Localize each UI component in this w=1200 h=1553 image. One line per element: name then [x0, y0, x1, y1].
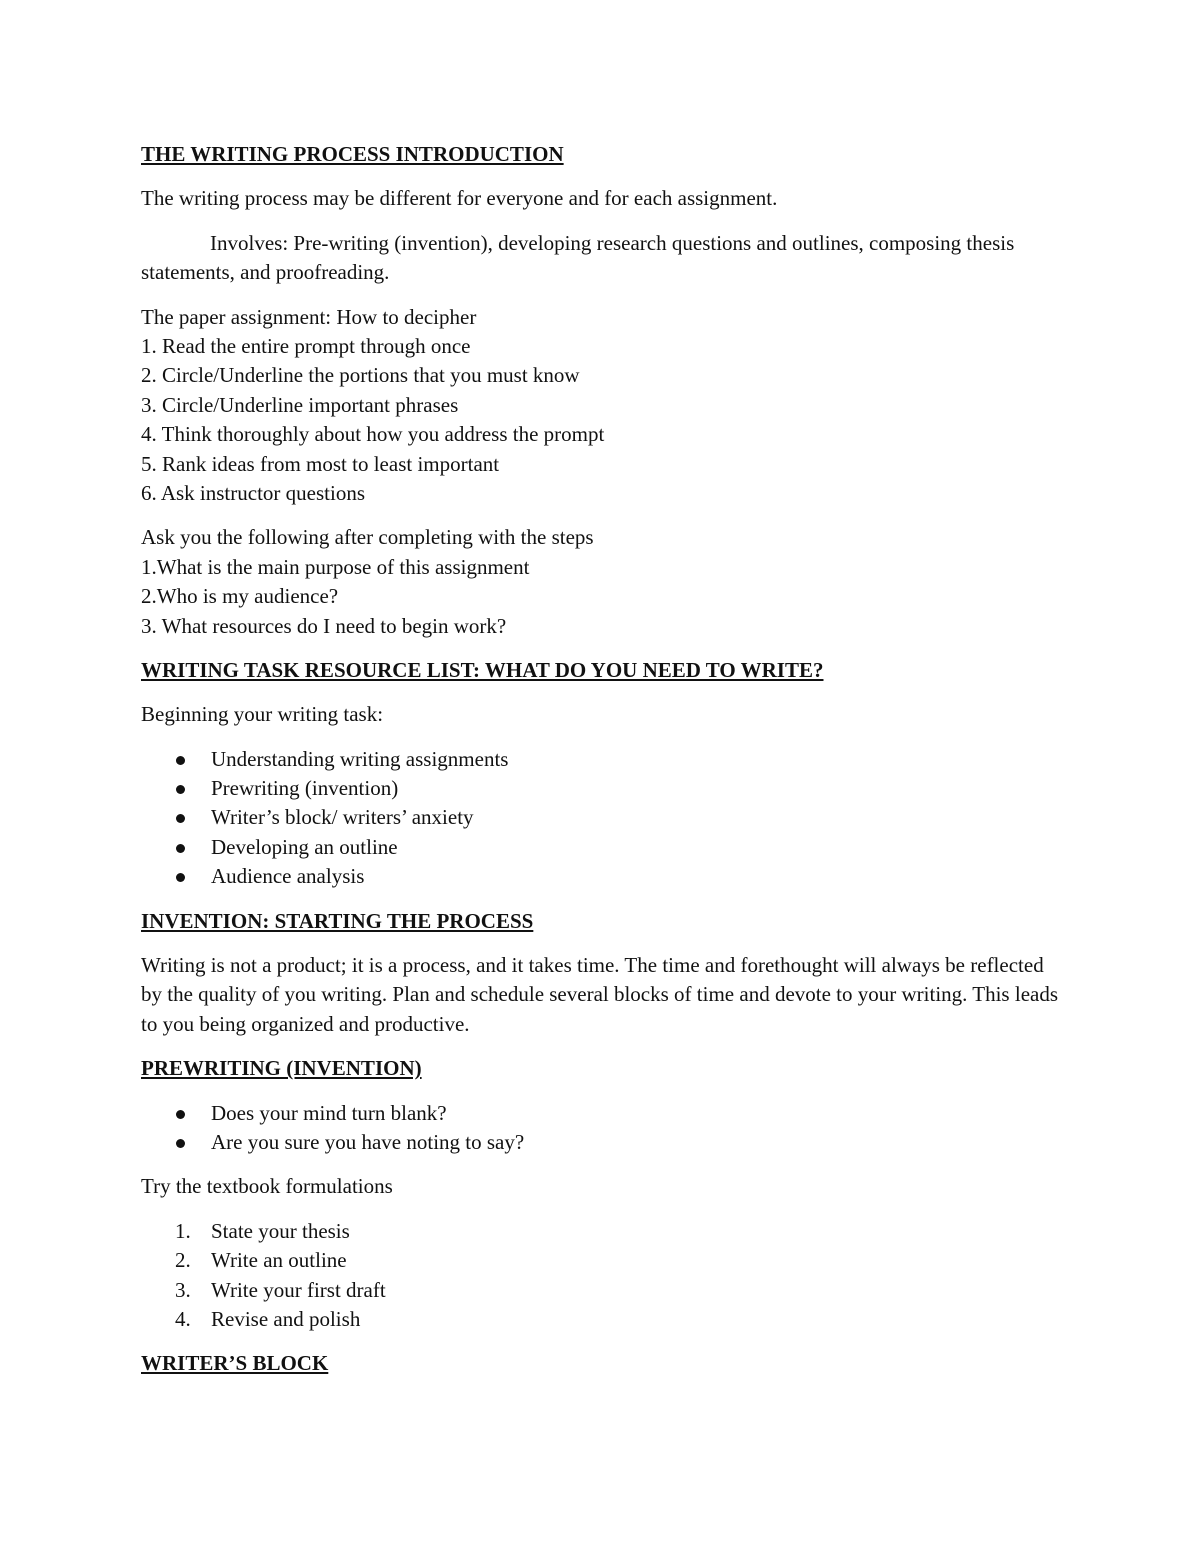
- list-item-text: Revise and polish: [211, 1307, 361, 1332]
- decipher-step: 1. Read the entire prompt through once: [141, 334, 471, 358]
- bullet-icon: [176, 844, 185, 853]
- list-item-text: Prewriting (invention): [211, 776, 399, 801]
- list-item: [141, 862, 1061, 891]
- decipher-title: The paper assignment: How to decipher: [141, 304, 477, 329]
- list-item: [141, 803, 1061, 832]
- list-number: 3.: [175, 1277, 191, 1302]
- formulation-numbered-list: [141, 1217, 1061, 1335]
- list-item-text: Audience analysis: [211, 864, 365, 889]
- decipher-step: 3. Circle/Underline important phrases: [141, 392, 459, 417]
- list-item: [141, 774, 1061, 803]
- section-heading-prewriting: PREWRITING (INVENTION): [141, 1056, 422, 1081]
- list-item-text: Are you sure you have noting to say?: [211, 1130, 525, 1155]
- decipher-block: [141, 303, 1061, 509]
- list-item: [141, 1246, 1061, 1275]
- list-item: [141, 1305, 1061, 1334]
- involves-paragraph: Involves: Pre-writing (invention), developing research questions and outlines, composing thesis statements, and proofreading.: [141, 230, 1015, 285]
- list-item-text: Writer’s block/ writers’ anxiety: [211, 805, 474, 830]
- list-number: 1.: [175, 1218, 191, 1243]
- section-heading-intro: THE WRITING PROCESS INTRODUCTION: [141, 142, 564, 166]
- list-item-text: Does your mind turn blank?: [211, 1100, 447, 1125]
- bullet-icon: [176, 814, 185, 823]
- intro-paragraph: The writing process may be different for everyone and for each assignment.: [141, 186, 778, 211]
- resources-bullet-list: [141, 745, 1061, 892]
- section-heading-invention: INVENTION: STARTING THE PROCESS: [141, 908, 534, 933]
- prewriting-bullet-list: [141, 1099, 1061, 1158]
- prewriting-lead: Try the textbook formulations: [141, 1174, 393, 1199]
- ask-title: Ask you the following after completing with the steps: [141, 525, 594, 550]
- list-number: 4.: [175, 1307, 191, 1332]
- list-item-text: State your thesis: [211, 1218, 350, 1243]
- decipher-step: 5. Rank ideas from most to least important: [141, 451, 500, 476]
- list-item: [141, 1099, 1061, 1128]
- decipher-step: 4. Think thoroughly about how you address the prompt: [141, 422, 605, 447]
- bullet-icon: [176, 873, 185, 882]
- ask-step: 1.What is the main purpose of this assignment: [141, 554, 530, 579]
- list-item: [141, 1217, 1061, 1246]
- bullet-icon: [176, 1110, 185, 1119]
- ask-block: [141, 523, 1061, 641]
- decipher-step: 6. Ask instructor questions: [141, 480, 365, 505]
- list-item-text: Write your first draft: [211, 1277, 386, 1302]
- invention-paragraph: Writing is not a product; it is a process, and it takes time. The time and forethought will always be reflected by the quality of you writing. Plan and schedule several blocks of time and devote to your writing. This leads to you being organized and productive.: [141, 953, 1059, 1036]
- bullet-icon: [176, 756, 185, 765]
- document-page: [141, 140, 1061, 1394]
- decipher-step: 2. Circle/Underline the portions that you must know: [141, 363, 580, 388]
- list-item: [141, 745, 1061, 774]
- bullet-icon: [176, 1139, 185, 1148]
- list-item: [141, 833, 1061, 862]
- list-item: [141, 1128, 1061, 1157]
- list-item-text: Developing an outline: [211, 834, 398, 859]
- section-heading-resources: WRITING TASK RESOURCE LIST: WHAT DO YOU NEED TO WRITE?: [141, 657, 824, 682]
- bullet-icon: [176, 785, 185, 794]
- list-item: [141, 1276, 1061, 1305]
- ask-step: 2.Who is my audience?: [141, 584, 339, 609]
- resources-lead: Beginning your writing task:: [141, 702, 384, 727]
- section-heading-writers-block: WRITER’S BLOCK: [141, 1351, 329, 1376]
- list-number: 2.: [175, 1248, 191, 1273]
- list-item-text: Write an outline: [211, 1248, 347, 1273]
- list-item-text: Understanding writing assignments: [211, 746, 509, 771]
- ask-step: 3. What resources do I need to begin work?: [141, 613, 507, 638]
